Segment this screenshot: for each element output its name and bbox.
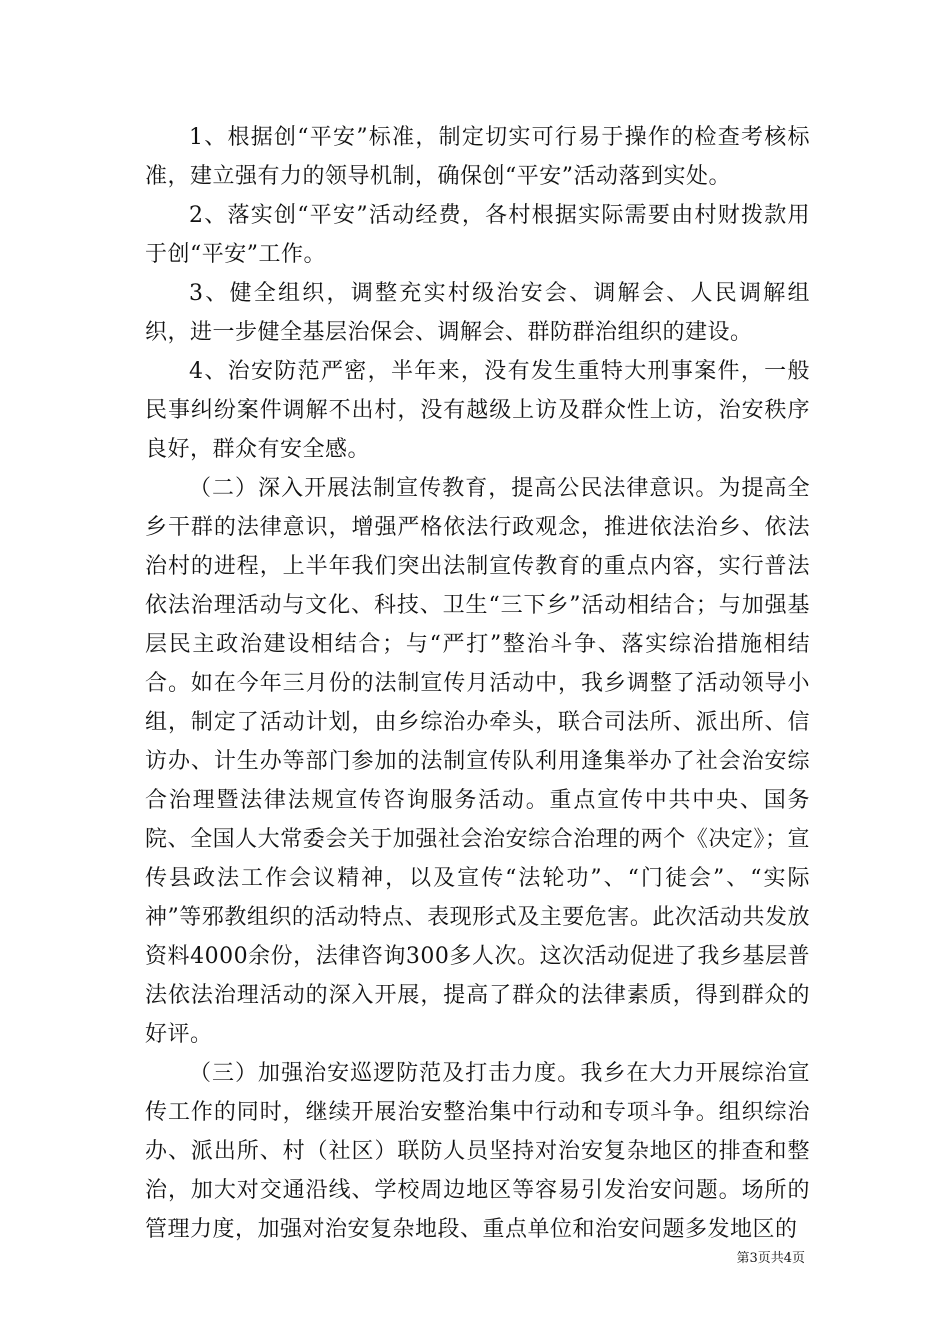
paragraph-item-2: 2、落实创“平安”活动经费，各村根据实际需要由村财拨款用于创“平安”工作。 [145,203,810,267]
document-body [145,118,810,1249]
paragraph-item-1: 1、根据创“平安”标准，制定切实可行易于操作的检查考核标准，建立强有力的领导机制，确保创“平安”活动落到实处。 [145,125,810,189]
paragraph-item-4: 4、治安防范严密，半年来，没有发生重特大刑事案件，一般民事纠纷案件调解不出村，没有越级上访及群众性上访，治安秩序良好，群众有安全感。 [145,359,810,462]
paragraph-section-2: （二）深入开展法制宣传教育，提高公民法律意识。为提高全乡干群的法律意识，增强严格依法行政观念，推进依法治乡、依法治村的进程，上半年我们突出法制宣传教育的重点内容，实行普法依法治理活动与文化、科技、卫生“三下乡”活动相结合；与加强基层民主政治建设相结合；与“严打”整治斗争、落实综治措施相结合。如在今年三月份的法制宣传月活动中，我乡调整了活动领导小组，制定了活动计划，由乡综治办牵头，联合司法所、派出所、信访办、计生办等部门参加的法制宣传队利用逢集举办了社会治安综合治理暨法律法规宣传咨询服务活动。重点宣传中共中央、国务院、全国人大常委会关于加强社会治安综合治理的两个《决定》；宣传县政法工作会议精神，以及宣传“法轮功”、“门徒会”、“实际神”等邪教组织的活动特点、表现形式及主要危害。此次活动共发放资料4000余份，法律咨询300多人次。这次活动促进了我乡基层普法依法治理活动的深入开展，提高了群众的法律素质，得到群众的好评。 [145,476,810,1047]
paragraph-section-3: （三）加强治安巡逻防范及打击力度。我乡在大力开展综治宣传工作的同时，继续开展治安整治集中行动和专项斗争。组织综治办、派出所、村（社区）联防人员坚持对治安复杂地区的排查和整治，加大对交通沿线、学校周边地区等容易引发治安问题。场所的管理力度，加强对治安复杂地段、重点单位和治安问题多发地区的 [145,1061,810,1242]
paragraph-item-3: 3、健全组织，调整充实村级治安会、调解会、人民调解组织，进一步健全基层治保会、调解会、群防群治组织的建设。 [145,281,810,345]
page-number: 第3页共4页 [736,1251,805,1266]
